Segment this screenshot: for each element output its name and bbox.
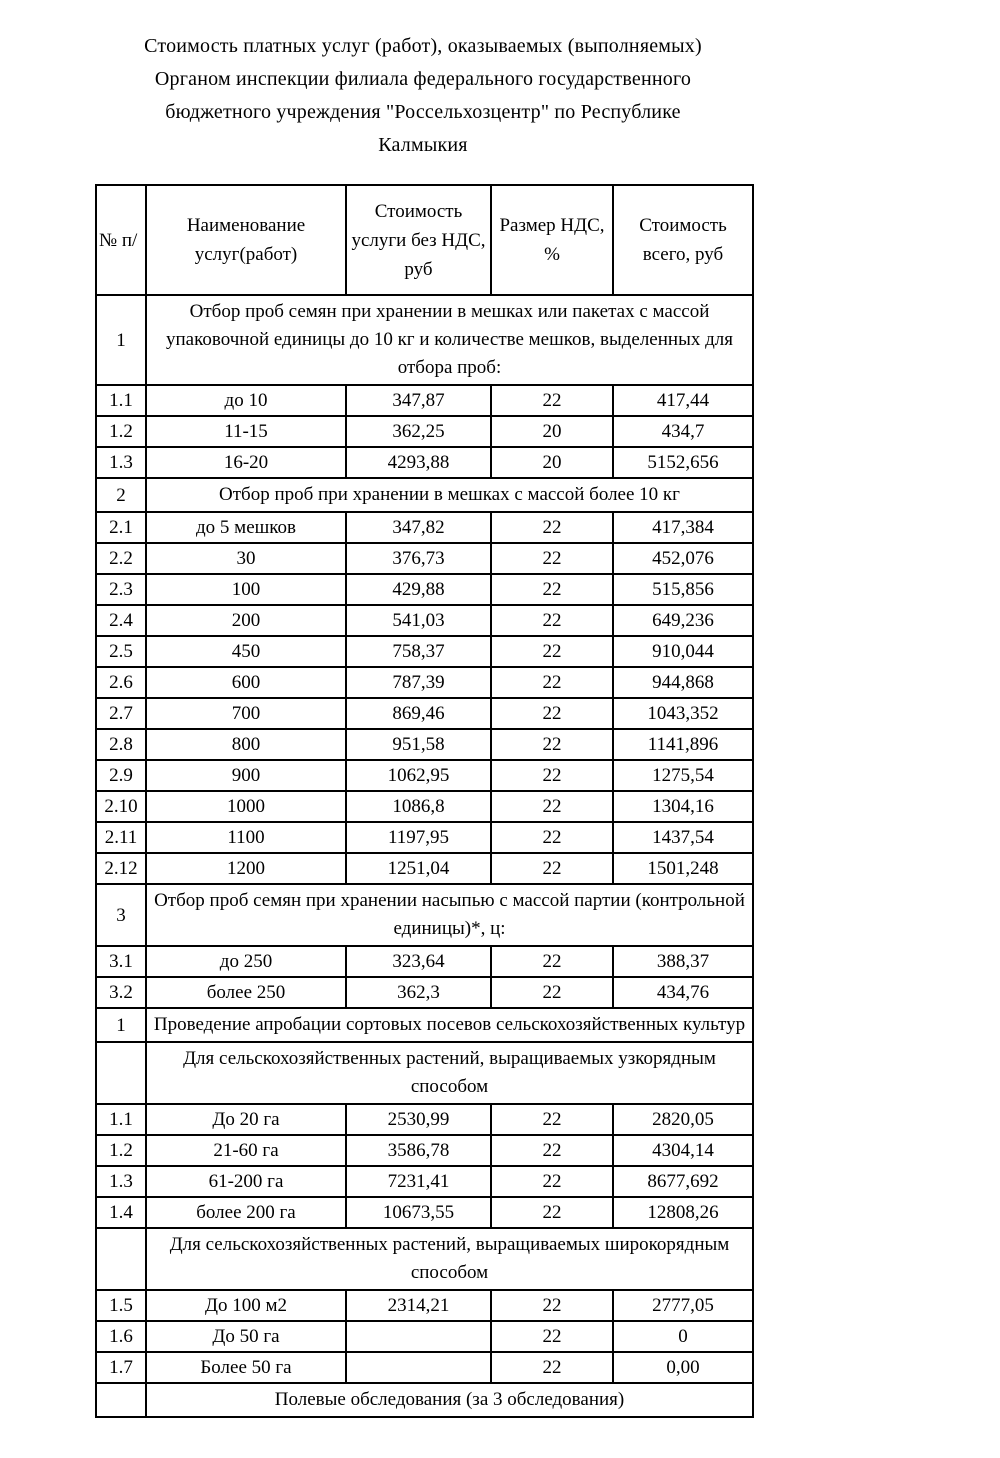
cell-number: 2.6 [96,667,146,698]
cell-total-cost: 8677,692 [613,1166,753,1197]
column-header-cost-without-vat: Стоимость услуги без НДС, руб [346,185,491,295]
table-row [96,729,753,760]
cell-vat-rate: 22 [491,605,613,636]
table-row [96,385,753,416]
cell-cost-without-vat: 362,3 [346,977,491,1008]
cell-service-name: 1200 [146,853,346,884]
cell-number: 2.5 [96,636,146,667]
cell-number: 1 [96,295,146,385]
cell-number: 2.3 [96,574,146,605]
table-row [96,447,753,478]
section-row [96,1008,753,1042]
cell-vat-rate: 22 [491,946,613,977]
cell-number: 1.3 [96,1166,146,1197]
cell-cost-without-vat: 429,88 [346,574,491,605]
table-row [96,1104,753,1135]
cell-number: 2 [96,478,146,512]
cell-cost-without-vat: 376,73 [346,543,491,574]
table-row [96,667,753,698]
cell-service-name: 1100 [146,822,346,853]
cell-cost-without-vat [346,1352,491,1383]
section-row [96,1228,753,1290]
table-row [96,1321,753,1352]
cell-service-name: 900 [146,760,346,791]
cell-service-name: более 200 га [146,1197,346,1228]
cell-service-name: 16-20 [146,447,346,478]
cell-number [96,1228,146,1290]
table-row [96,977,753,1008]
cell-vat-rate: 22 [491,822,613,853]
cell-total-cost: 434,7 [613,416,753,447]
cell-service-name: До 100 м2 [146,1290,346,1321]
cell-total-cost: 12808,26 [613,1197,753,1228]
table-row [96,1135,753,1166]
cell-cost-without-vat: 1197,95 [346,822,491,853]
section-row [96,1383,753,1417]
cell-vat-rate: 22 [491,636,613,667]
cell-number: 1.1 [96,1104,146,1135]
cell-total-cost: 0,00 [613,1352,753,1383]
cell-cost-without-vat [346,1321,491,1352]
cell-total-cost: 2820,05 [613,1104,753,1135]
table-row [96,1290,753,1321]
table-row [96,416,753,447]
cell-service-name: Более 50 га [146,1352,346,1383]
column-header-number: № п/ [96,185,146,295]
cell-number [96,1042,146,1104]
cell-vat-rate: 22 [491,574,613,605]
cell-total-cost: 417,384 [613,512,753,543]
table-row [96,822,753,853]
cell-number: 2.1 [96,512,146,543]
price-table [95,184,754,1418]
cell-service-name: более 250 [146,977,346,1008]
cell-service-name: до 250 [146,946,346,977]
table-row [96,853,753,884]
cell-vat-rate: 22 [491,1197,613,1228]
table-header-row [96,185,753,295]
cell-vat-rate: 22 [491,729,613,760]
cell-cost-without-vat: 1062,95 [346,760,491,791]
cell-cost-without-vat: 10673,55 [346,1197,491,1228]
cell-number: 2.8 [96,729,146,760]
section-row [96,1042,753,1104]
cell-cost-without-vat: 347,82 [346,512,491,543]
cell-vat-rate: 22 [491,385,613,416]
table-row [96,605,753,636]
table-row [96,1197,753,1228]
cell-service-name: до 5 мешков [146,512,346,543]
title-line: Органом инспекции филиала федерального государственного [154,68,692,90]
cell-number: 2.4 [96,605,146,636]
table-row [96,1352,753,1383]
table-row [96,543,753,574]
section-row [96,478,753,512]
cell-total-cost: 1043,352 [613,698,753,729]
cell-vat-rate: 22 [491,1352,613,1383]
cell-cost-without-vat: 869,46 [346,698,491,729]
cell-cost-without-vat: 541,03 [346,605,491,636]
cell-vat-rate: 22 [491,1166,613,1197]
cell-total-cost: 1275,54 [613,760,753,791]
cell-total-cost: 1501,248 [613,853,753,884]
cell-cost-without-vat: 2530,99 [346,1104,491,1135]
cell-service-name: 700 [146,698,346,729]
cell-service-name: 600 [146,667,346,698]
cell-total-cost: 2777,05 [613,1290,753,1321]
cell-service-name: До 50 га [146,1321,346,1352]
cell-total-cost: 0 [613,1321,753,1352]
cell-total-cost: 944,868 [613,667,753,698]
cell-cost-without-vat: 787,39 [346,667,491,698]
cell-total-cost: 515,856 [613,574,753,605]
cell-number: 2.7 [96,698,146,729]
cell-section-label: Для сельскохозяйственных растений, выращиваемых узкорядным способом [146,1042,753,1104]
cell-service-name: 1000 [146,791,346,822]
table-row [96,791,753,822]
cell-vat-rate: 22 [491,791,613,822]
cell-service-name: До 20 га [146,1104,346,1135]
cell-service-name: 30 [146,543,346,574]
table-row [96,512,753,543]
cell-cost-without-vat: 362,25 [346,416,491,447]
section-row [96,884,753,946]
table-row [96,636,753,667]
cell-section-label: Для сельскохозяйственных растений, выращиваемых широкорядным способом [146,1228,753,1290]
cell-vat-rate: 22 [491,512,613,543]
cell-vat-rate: 22 [491,1135,613,1166]
cell-number [96,1383,146,1417]
cell-cost-without-vat: 7231,41 [346,1166,491,1197]
cell-vat-rate: 22 [491,1104,613,1135]
cell-vat-rate: 22 [491,543,613,574]
cell-service-name: до 10 [146,385,346,416]
cell-number: 2.12 [96,853,146,884]
table-row [96,698,753,729]
cell-total-cost: 417,44 [613,385,753,416]
cell-vat-rate: 22 [491,853,613,884]
cell-cost-without-vat: 951,58 [346,729,491,760]
cell-total-cost: 1437,54 [613,822,753,853]
cell-vat-rate: 22 [491,698,613,729]
cell-vat-rate: 20 [491,447,613,478]
cell-vat-rate: 22 [491,1321,613,1352]
cell-service-name: 200 [146,605,346,636]
cell-number: 3 [96,884,146,946]
cell-vat-rate: 22 [491,1290,613,1321]
cell-number: 1.2 [96,416,146,447]
cell-total-cost: 452,076 [613,543,753,574]
cell-number: 2.2 [96,543,146,574]
document-title [93,30,753,162]
cell-cost-without-vat: 4293,88 [346,447,491,478]
cell-number: 2.11 [96,822,146,853]
cell-number: 2.10 [96,791,146,822]
cell-service-name: 800 [146,729,346,760]
cell-cost-without-vat: 1251,04 [346,853,491,884]
cell-section-label: Проведение апробации сортовых посевов сельскохозяйственных культур [146,1008,753,1042]
cell-number: 1.6 [96,1321,146,1352]
cell-total-cost: 649,236 [613,605,753,636]
cell-vat-rate: 22 [491,667,613,698]
cell-section-label: Отбор проб семян при хранении в мешках или пакетах с массой упаковочной единицы до 10 кг и количестве мешков, выделенных для отбора проб: [146,295,753,385]
cell-number: 3.1 [96,946,146,977]
cell-cost-without-vat: 3586,78 [346,1135,491,1166]
cell-number: 1.1 [96,385,146,416]
cell-vat-rate: 22 [491,977,613,1008]
cell-number: 2.9 [96,760,146,791]
column-header-total-cost: Стоимость всего, руб [613,185,753,295]
cell-total-cost: 910,044 [613,636,753,667]
cell-section-label: Отбор проб при хранении в мешках с массой более 10 кг [146,478,753,512]
cell-number: 3.2 [96,977,146,1008]
cell-service-name: 100 [146,574,346,605]
table-row [96,760,753,791]
cell-service-name: 11-15 [146,416,346,447]
title-line: Калмыкия [378,134,468,156]
title-line: бюджетного учреждения "Россельхозцентр" по Республике [165,101,681,123]
cell-total-cost: 388,37 [613,946,753,977]
table-row [96,946,753,977]
title-line: Стоимость платных услуг (работ), оказываемых (выполняемых) [144,35,702,57]
cell-section-label: Полевые обследования (за 3 обследования) [146,1383,753,1417]
cell-cost-without-vat: 1086,8 [346,791,491,822]
cell-total-cost: 434,76 [613,977,753,1008]
cell-number: 1.4 [96,1197,146,1228]
column-header-vat-rate: Размер НДС, % [491,185,613,295]
cell-total-cost: 1141,896 [613,729,753,760]
cell-cost-without-vat: 758,37 [346,636,491,667]
cell-service-name: 21-60 га [146,1135,346,1166]
cell-total-cost: 5152,656 [613,447,753,478]
cell-vat-rate: 20 [491,416,613,447]
cell-cost-without-vat: 2314,21 [346,1290,491,1321]
cell-number: 1.2 [96,1135,146,1166]
cell-number: 1 [96,1008,146,1042]
cell-service-name: 61-200 га [146,1166,346,1197]
cell-service-name: 450 [146,636,346,667]
cell-vat-rate: 22 [491,760,613,791]
table-row [96,574,753,605]
cell-cost-without-vat: 323,64 [346,946,491,977]
cell-cost-without-vat: 347,87 [346,385,491,416]
cell-number: 1.3 [96,447,146,478]
table-row [96,1166,753,1197]
cell-number: 1.7 [96,1352,146,1383]
table-body [96,295,753,1417]
cell-total-cost: 1304,16 [613,791,753,822]
cell-number: 1.5 [96,1290,146,1321]
table-header [96,185,753,295]
cell-total-cost: 4304,14 [613,1135,753,1166]
cell-section-label: Отбор проб семян при хранении насыпью с массой партии (контрольной единицы)*, ц: [146,884,753,946]
column-header-service-name: Наименование услуг(работ) [146,185,346,295]
section-row [96,295,753,385]
